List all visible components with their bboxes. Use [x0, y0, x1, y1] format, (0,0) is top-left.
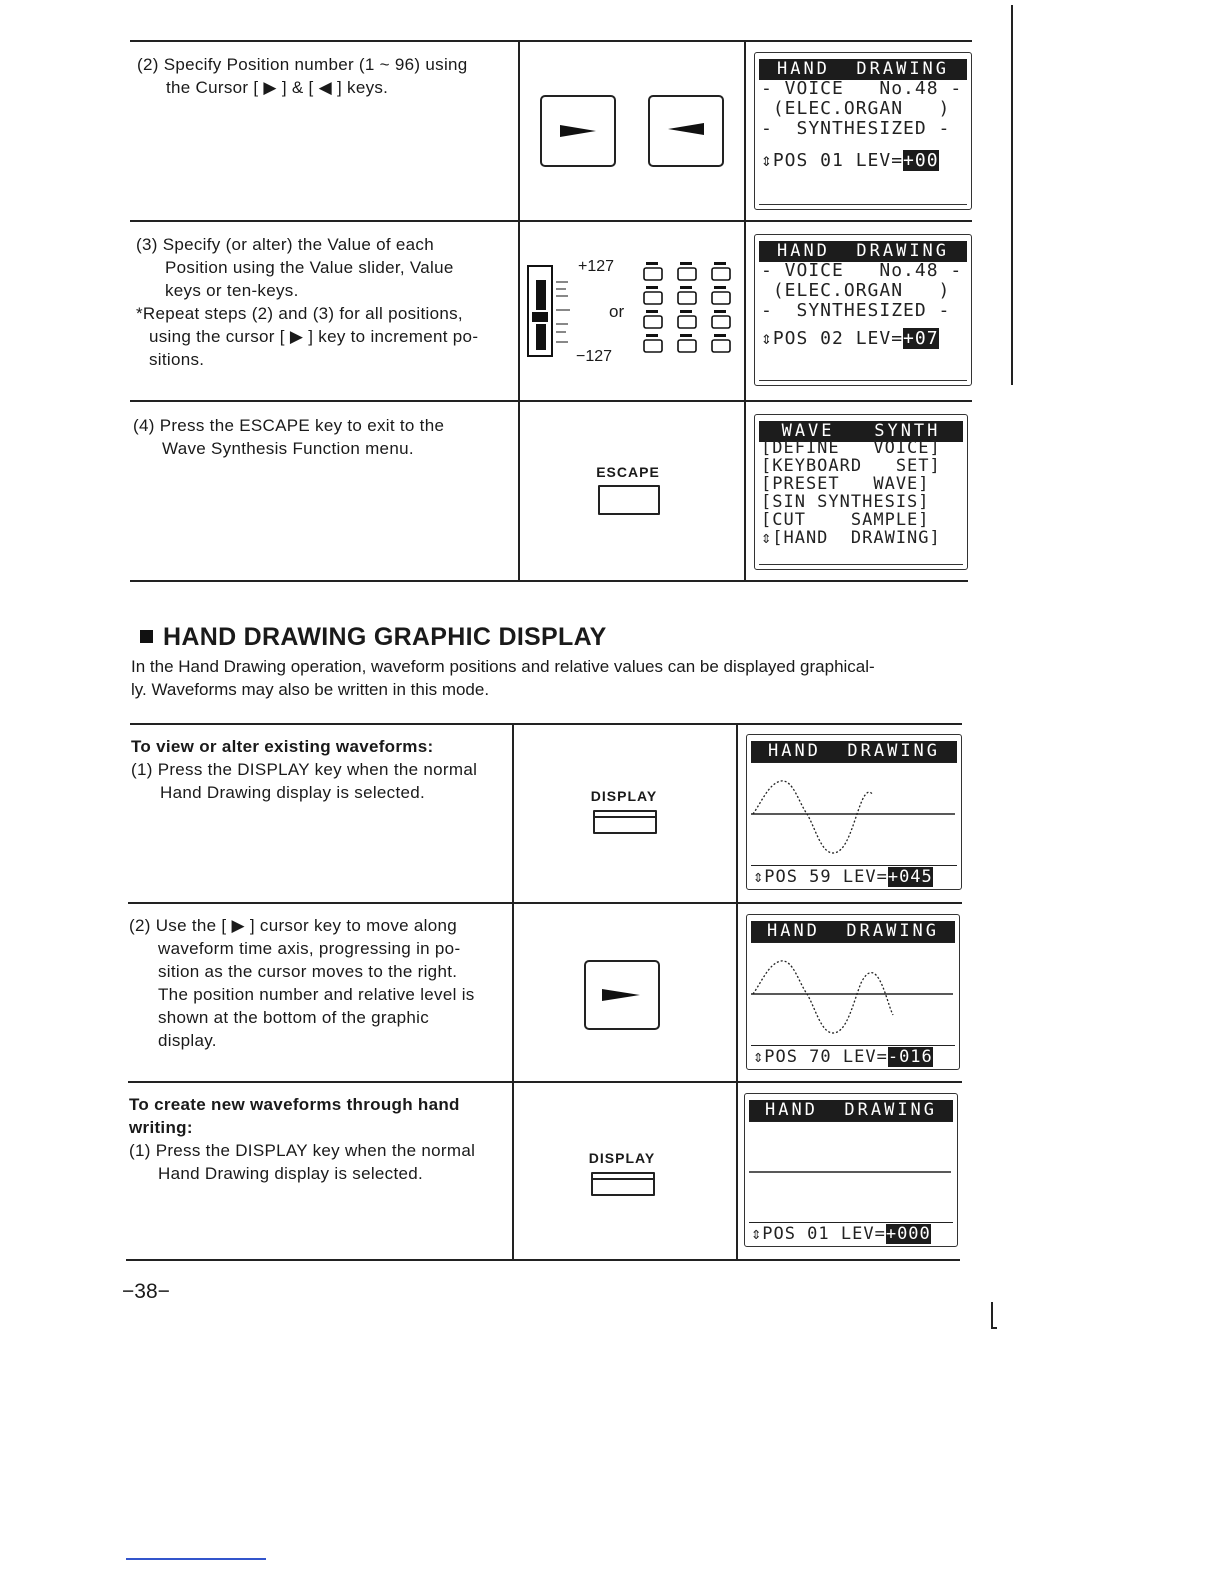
ten-keys[interactable] — [640, 258, 740, 368]
create-heading: To create new waveforms through hand — [129, 1095, 460, 1114]
lcd-header: HAND DRAWING — [759, 241, 967, 262]
lcd-pos-value: +045 — [887, 867, 933, 887]
step-2-line: (2) Specify Position number (1 ~ 96) using — [137, 55, 468, 74]
square-bullet-icon — [140, 630, 153, 643]
value-slider[interactable] — [526, 262, 586, 362]
lcd-header: HAND DRAWING — [749, 1100, 953, 1121]
lcd-header: HAND DRAWING — [751, 921, 955, 942]
column-divider — [736, 723, 738, 1260]
display-key[interactable] — [593, 810, 657, 834]
display-key-label: DISPLAY — [588, 1150, 656, 1166]
lcd-baseline — [759, 564, 963, 565]
section-intro — [131, 655, 971, 701]
display-key-line — [595, 816, 655, 818]
lcd-baseline — [759, 380, 967, 381]
move-line: (2) Use the [ ▶ ] cursor key to move along — [129, 916, 458, 935]
view-line: Hand Drawing display is selected. — [160, 783, 426, 802]
lcd-pos-line — [751, 1224, 953, 1244]
step-3-line: (3) Specify (or alter) the Value of each — [136, 235, 434, 254]
lcd-menu-item: [CUT SAMPLE] — [761, 510, 930, 530]
table-top-rule — [130, 40, 972, 42]
lcd-menu-item: ⇕[HAND DRAWING] — [761, 528, 941, 548]
move-line: shown at the bottom of the graphic — [158, 1008, 430, 1027]
row-divider — [130, 400, 972, 402]
step-2-line: the Cursor [ ▶ ] & [ ◀ ] keys. — [166, 78, 389, 97]
row-divider — [128, 902, 962, 904]
move-line: The position number and relative level is — [158, 985, 475, 1004]
column-divider — [512, 723, 514, 1260]
move-line: sition as the cursor moves to the right. — [158, 962, 458, 981]
create-line: (1) Press the DISPLAY key when the normal — [129, 1141, 476, 1160]
lcd-hand-drawing-step2 — [754, 52, 972, 210]
create-line: Hand Drawing display is selected. — [158, 1164, 424, 1183]
lcd-header: HAND DRAWING — [759, 59, 967, 80]
lcd-graphic-create — [744, 1093, 958, 1247]
intro-line: In the Hand Drawing operation, waveform positions and relative values can be displayed graphical- — [131, 657, 875, 676]
row-divider — [130, 220, 972, 222]
lcd-graphic-view — [746, 734, 962, 890]
lcd-header: HAND DRAWING — [751, 741, 957, 762]
lcd-graphic-move — [746, 914, 960, 1070]
step-4-line: (4) Press the ESCAPE key to exit to the — [133, 416, 445, 435]
display-key-label: DISPLAY — [590, 788, 658, 804]
table-bottom-rule — [130, 580, 968, 582]
move-line: display. — [158, 1031, 217, 1050]
waveform-graph — [751, 762, 957, 866]
margin-rule — [1011, 5, 1013, 385]
cursor-right-key[interactable] — [584, 960, 660, 1030]
move-step-text — [129, 914, 501, 1052]
lcd-line: - VOICE No.48 - — [761, 260, 963, 281]
column-divider — [744, 40, 746, 580]
lcd-baseline — [759, 204, 967, 205]
waveform-graph — [749, 1121, 953, 1223]
lcd-pos-label: ⇕POS 70 LEV= — [753, 1047, 888, 1067]
left-arrow-icon — [650, 97, 722, 165]
table-bottom-rule — [126, 1259, 960, 1261]
margin-mark — [990, 1300, 996, 1330]
view-heading: To view or alter existing waveforms: — [131, 737, 434, 756]
display-key[interactable] — [591, 1172, 655, 1196]
lcd-pos-value: -016 — [887, 1047, 933, 1067]
cursor-right-key[interactable] — [540, 95, 616, 167]
lcd-line: (ELEC.ORGAN ) — [761, 280, 951, 301]
lcd-wave-synth-menu — [754, 414, 968, 570]
table-top-rule — [130, 723, 962, 725]
lcd-menu-item: [DEFINE VOICE] — [761, 438, 941, 458]
row-divider — [128, 1081, 962, 1083]
waveform-plot — [751, 943, 953, 1045]
lcd-pos-label: ⇕POS 59 LEV= — [753, 867, 888, 887]
waveform-graph — [751, 942, 955, 1046]
column-divider — [518, 40, 520, 580]
lcd-pos-label: ⇕POS 01 LEV= — [751, 1224, 886, 1244]
margin-mark-icon — [990, 1300, 998, 1332]
view-step-text — [131, 735, 503, 804]
lcd-line: - VOICE No.48 - — [761, 78, 963, 99]
step-3-line: using the cursor [ ▶ ] key to increment po- — [149, 327, 479, 346]
lcd-header: WAVE SYNTH — [759, 421, 963, 442]
step-3-line: Position using the Value slider, Value — [165, 258, 454, 277]
lcd-line: - SYNTHESIZED - — [761, 300, 951, 321]
lcd-pos-value: +000 — [885, 1224, 931, 1244]
display-key-line — [593, 1178, 653, 1180]
move-line: waveform time axis, progressing in po- — [158, 939, 461, 958]
view-line: (1) Press the DISPLAY key when the normal — [131, 760, 478, 779]
lcd-pos-line — [753, 867, 957, 887]
step-2-text — [137, 53, 507, 99]
escape-key-label: ESCAPE — [596, 464, 660, 480]
step-3-line: sitions. — [149, 350, 205, 369]
waveform-plot — [751, 763, 955, 865]
right-arrow-icon — [586, 962, 658, 1028]
bottom-link-rule — [126, 1558, 266, 1560]
section-title-text: HAND DRAWING GRAPHIC DISPLAY — [163, 623, 607, 651]
step-3-line: *Repeat steps (2) and (3) for all positions, — [136, 304, 463, 323]
lcd-pos-line — [753, 1047, 955, 1067]
right-arrow-icon — [542, 97, 614, 165]
step-3-line: keys or ten-keys. — [165, 281, 299, 300]
lcd-pos-line — [761, 151, 967, 171]
escape-key[interactable] — [598, 485, 660, 515]
section-title — [140, 623, 607, 652]
lcd-pos-label: ⇕POS 02 LEV= — [761, 328, 904, 349]
lcd-pos-value: +07 — [903, 328, 939, 349]
lcd-line: (ELEC.ORGAN ) — [761, 98, 951, 119]
slider-max-label: +127 — [578, 258, 615, 275]
or-text: or — [609, 302, 625, 321]
page-number: −38− — [122, 1280, 170, 1303]
ten-keys-icon — [640, 258, 740, 368]
lcd-line: - SYNTHESIZED - — [761, 118, 951, 139]
lcd-pos-label: ⇕POS 01 LEV= — [761, 150, 904, 171]
lcd-hand-drawing-step3 — [754, 234, 972, 386]
step-4-text — [133, 414, 505, 460]
lcd-pos-value: +00 — [903, 150, 939, 171]
lcd-menu-item: [PRESET WAVE] — [761, 474, 930, 494]
cursor-left-key[interactable] — [648, 95, 724, 167]
waveform-plot — [749, 1122, 951, 1222]
step-4-line: Wave Synthesis Function menu. — [162, 439, 414, 458]
lcd-pos-line — [761, 329, 967, 349]
intro-line: ly. Waveforms may also be written in this mode. — [131, 680, 490, 699]
slider-icon — [526, 262, 586, 362]
lcd-menu-item: [SIN SYNTHESIS] — [761, 492, 930, 512]
slider-min-label: −127 — [576, 348, 613, 365]
step-3-text — [136, 233, 508, 371]
create-step-text — [129, 1093, 501, 1185]
create-heading: writing: — [129, 1118, 193, 1137]
lcd-menu-item: [KEYBOARD SET] — [761, 456, 941, 476]
